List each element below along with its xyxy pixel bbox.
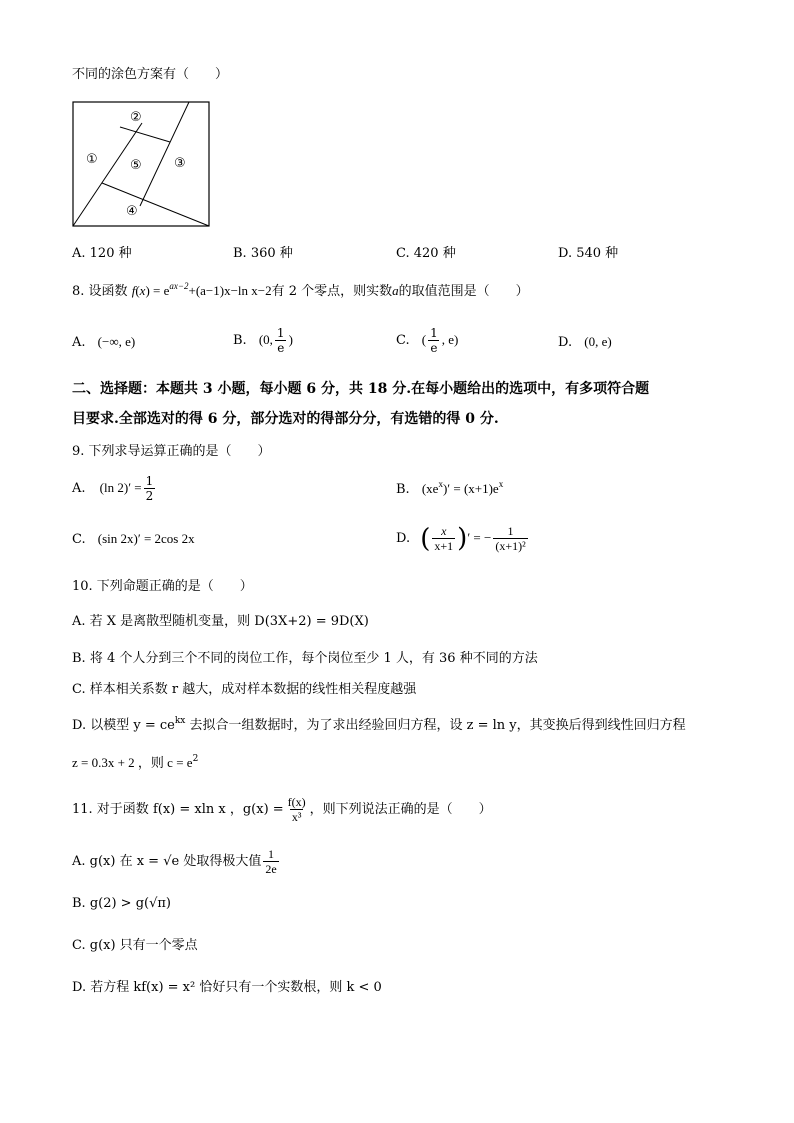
q7-stem: 不同的涂色方案有（ ）: [72, 67, 229, 82]
q11-stem-frac: $\frac{f(x)}{\text{x³}}$: [287, 795, 306, 824]
q9-option-d-label: D.: [396, 531, 411, 546]
q11-option-a: A. g(x) 在 x = √e 处取得极大值 $\frac{1}{2e}$: [72, 847, 277, 876]
region-3-label: ③: [174, 156, 186, 171]
q7-option-b: B. 360 种: [233, 246, 293, 261]
q10-option-c: C. 样本相关系数 r 越大，成对样本数据的线性相关程度越强: [72, 682, 417, 697]
q10-stem: 10. 下列命题正确的是（ ）: [72, 579, 253, 594]
q8-a: a: [392, 283, 399, 298]
q8-option-c: [396, 322, 458, 359]
q11-option-c: C. g(x) 只有一个零点: [72, 938, 198, 953]
q8-x: x: [139, 283, 146, 298]
q8-text-after: 有 2 个零点，则实数: [271, 284, 393, 299]
section2-heading-line2: 目要求.全部选对的得 6 分，部分选对的得部分分，有选错的得 0 分.: [72, 411, 499, 427]
region-5-label: ⑤: [130, 158, 142, 173]
q7-option-c: C. 420 种: [396, 246, 456, 261]
q9-option-a: [72, 470, 157, 507]
q9-option-c-label: C.: [72, 532, 86, 547]
q9-option-b-label: B.: [396, 482, 410, 497]
q8-f: f: [131, 283, 136, 298]
q8-option-d-label: D.: [558, 335, 573, 350]
q8-option-c-frac: $\frac{1}{e}$: [430, 326, 438, 355]
q8-option-a: [72, 333, 135, 352]
q11-option-b: B. g(2) > g(√π): [72, 896, 172, 911]
q8-stem: 8. 设函数 $f(x) = e^{ax-2}+(a-1)x-\ln$ x−2有 2 个零点，则实数a的取值范围是（ ）: [72, 281, 529, 299]
q7-option-d: D. 540 种: [558, 246, 619, 261]
q9-option-c-expr: (sin 2x)′ = 2cos 2x: [97, 531, 195, 546]
q8-exp: ax−2: [169, 281, 189, 291]
q8-option-b-right: ): [288, 332, 293, 347]
q10-option-d-line2: z = 0.3x + 2 ，则 $c = e^2$: [72, 754, 199, 770]
q9-option-d-frac2: $\frac{1}{\text{(x+1)²}}$: [495, 524, 526, 553]
q9-option-d: D. ( $\frac{x}{x+1}$ )′ = − $\frac{1}{\text{(x+1)²}}$: [396, 523, 526, 554]
q7-option-a: A. 120 种: [72, 246, 132, 261]
q9-option-b-expr: $(xe^x)' = (x+1)e^x$: [421, 479, 504, 496]
q8-option-a-label: A.: [72, 335, 86, 350]
q9-option-a-frac: $\frac{1}{2}$: [145, 474, 154, 503]
q10-option-a: A. 若 X 是离散型随机变量，则 D(3X+2) = 9D(X): [72, 614, 369, 629]
q8-option-b-left: (0,: [258, 332, 273, 347]
coloring-region-diagram: [72, 101, 212, 229]
region-2-label: ②: [130, 110, 142, 125]
q9-option-a-lhs: (ln 2)′ =: [99, 480, 142, 495]
q9-option-d-frac1: $\frac{x}{x+1}$: [434, 524, 454, 553]
q8-option-d: [558, 333, 612, 352]
q8-pre: 设函数: [88, 284, 128, 299]
q8-option-d-value: (0, e): [584, 334, 612, 349]
q8-tail: 的取值范围是（ ）: [398, 284, 529, 299]
q8-option-c-right: , e): [441, 332, 459, 347]
q8-option-a-value: (−∞, e): [97, 334, 136, 349]
q9-option-b: [396, 480, 503, 499]
q9-option-c: [72, 530, 195, 549]
q8-option-b-label: B.: [233, 333, 247, 348]
q8-option-b: [233, 322, 293, 359]
q11-option-a-frac: $\frac{1}{2e}$: [265, 847, 277, 876]
q8-e: e: [163, 283, 170, 298]
q11-stem: 11. 对于函数 f(x) = xln x ，g(x) = $\frac{f(x)}{\text{x³}}$ ，则下列说法正确的是（ ）: [72, 795, 492, 824]
q11-option-d: D. 若方程 kf(x) = x² 恰好只有一个实数根，则 k < 0: [72, 980, 382, 995]
q10-option-b: B. 将 4 个人分到三个不同的岗位工作，每个岗位至少 1 人，有 36 种不同的方法: [72, 651, 538, 666]
q8-mid: +(a−1)x−ln x−2: [188, 283, 272, 298]
q8-option-c-label: C.: [396, 333, 410, 348]
q9-option-d-eq: ′ = −: [467, 530, 492, 545]
q10-option-d-line1: D. 以模型 $y = ce^{kx}$ 去拟合一组数据时，为了求出经验回归方程，设 z = ln y，其变换后得到线性回归方程: [72, 716, 686, 733]
region-4-label: ④: [126, 204, 138, 219]
q9-option-a-label: A.: [72, 481, 86, 496]
region-1-label: ①: [86, 152, 98, 167]
section2-heading-line1: 二、选择题：本题共 3 小题，每小题 6 分，共 18 分.在每小题给出的选项中，有多项符合题: [72, 381, 650, 397]
q8-option-c-left: (: [421, 332, 427, 347]
q8-option-b-frac: $\frac{1}{e}$: [276, 326, 285, 355]
q8-number: 8.: [72, 284, 85, 299]
q9-stem: 9. 下列求导运算正确的是（ ）: [72, 444, 271, 459]
